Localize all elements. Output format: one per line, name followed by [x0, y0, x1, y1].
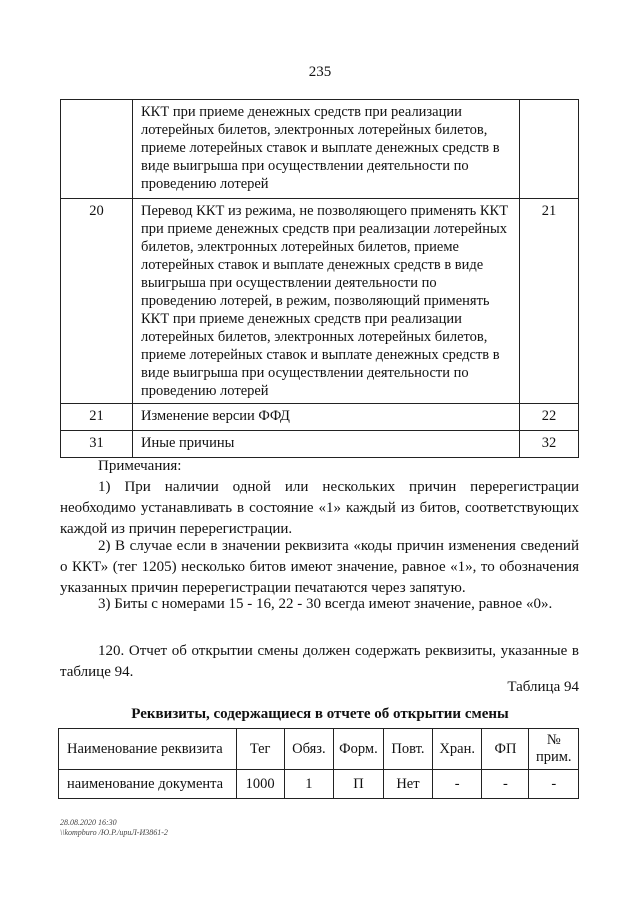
row-bit: 21 [520, 199, 579, 404]
cell-tag: 1000 [236, 770, 284, 799]
note-2: 2) В случае если в значении реквизита «коды причин изменения сведений о ККТ» (тег 1205) несколько битов имеют значение, равное «1», то обозначения указанных причин перерегистрации печатаются через запятую. [60, 538, 579, 596]
document-footer [60, 818, 168, 838]
table-row [59, 770, 579, 799]
note-1: 1) При наличии одной или нескольких причин перерегистрации необходимо устанавливать в состояние «1» каждый из битов, соответствующих каждой из причин перерегистрации. [60, 479, 579, 537]
cell-name: наименование документа [59, 770, 237, 799]
row-text: ККТ при приеме денежных средств при реализации лотерейных билетов, электронных лотерейных билетов, приеме лотерейных ставок и выплате денежных средств в виде выигрыша при осуществлении деятельности по проведению лотерей [133, 100, 520, 199]
item-120-paragraph: 120. Отчет об открытии смены должен содержать реквизиты, указанные в таблице 94. [60, 643, 579, 680]
row-bit: 32 [520, 431, 579, 458]
table-heading: Реквизиты, содержащиеся в отчете об открытии смены [131, 706, 509, 722]
row-text: Изменение версии ФФД [133, 404, 520, 431]
row-text: Иные причины [133, 431, 520, 458]
header-prim: № прим. [529, 729, 579, 770]
header-form: Форм. [333, 729, 383, 770]
header-tag: Тег [236, 729, 284, 770]
requisites-table [58, 728, 579, 799]
table-row [61, 431, 579, 458]
notes-title: Примечания: [98, 458, 182, 474]
cell-obyaz: 1 [284, 770, 333, 799]
header-name: Наименование реквизита [59, 729, 237, 770]
cell-form: П [333, 770, 383, 799]
footer-timestamp: 28.08.2020 16:30 [60, 818, 117, 827]
header-fp: ФП [482, 729, 529, 770]
cell-povt: Нет [383, 770, 432, 799]
footer-path: \\kompburo /Ю.Р./ириЛ-И3861-2 [60, 828, 168, 837]
row-number: 20 [61, 199, 133, 404]
row-number: 21 [61, 404, 133, 431]
row-number [61, 100, 133, 199]
row-bit [520, 100, 579, 199]
row-number: 31 [61, 431, 133, 458]
note-3: 3) Биты с номерами 15 - 16, 22 - 30 всегда имеют значение, равное «0». [98, 596, 553, 612]
cell-khran: - [432, 770, 481, 799]
row-text: Перевод ККТ из режима, не позволяющего применять ККТ при приеме денежных средств при реализации лотерейных билетов, электронных лотерейных билетов, приеме лотерейных ставок и выплате денежных средств в виде выигрыша при осуществлении деятельности по проведению лотерей, в режим, позволяющий применять ККТ при приеме денежных средств при реализации лотерейных билетов, электронных лотерейных билетов, приеме лотерейных ставок и выплате денежных средств в виде выигрыша при осуществлении деятельности по проведению лотерей [133, 199, 520, 404]
header-povt: Повт. [383, 729, 432, 770]
cell-prim: - [529, 770, 579, 799]
table-header-row [59, 729, 579, 770]
header-khran: Хран. [432, 729, 481, 770]
table-row [61, 100, 579, 199]
table-row [61, 404, 579, 431]
reasons-table [60, 99, 579, 458]
row-bit: 22 [520, 404, 579, 431]
page-number: 235 [308, 64, 332, 80]
table-caption: Таблица 94 [507, 679, 579, 695]
cell-fp: - [482, 770, 529, 799]
table-row [61, 199, 579, 404]
header-obyaz: Обяз. [284, 729, 333, 770]
